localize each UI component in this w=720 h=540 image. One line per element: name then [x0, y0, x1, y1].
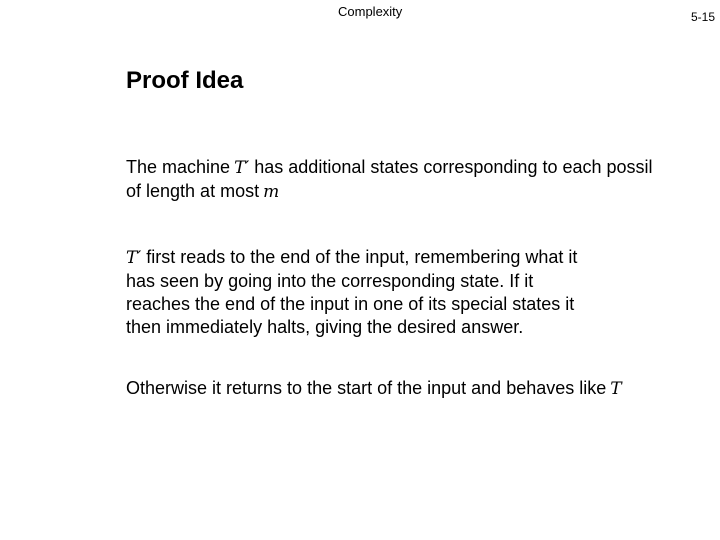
paragraph-line: then immediately halts, giving the desired answer. [126, 317, 524, 337]
text-run: The machine [126, 157, 231, 177]
paragraph-line [126, 377, 627, 401]
paragraph-line [126, 156, 720, 180]
paragraph-line [126, 180, 720, 204]
math-variable-t: T [610, 379, 622, 399]
header-title: Complexity [338, 4, 403, 19]
math-variable-t-prime: T′ [234, 158, 250, 178]
text-run: of length at most [126, 181, 260, 201]
paragraph-otherwise [126, 377, 627, 401]
math-variable-t-prime: T′ [126, 248, 142, 268]
slide-title: Proof Idea [126, 67, 244, 94]
text-run: Otherwise it returns to the start of the input and behaves like [126, 378, 607, 398]
text-run: has additional states corresponding to each possil [254, 157, 653, 177]
paragraph-line [126, 246, 577, 270]
page-number: 5-15 [691, 10, 716, 24]
paragraph-reads-input [126, 246, 577, 339]
paragraph-machine-states [126, 156, 720, 204]
paragraph-line: reaches the end of the input in one of its special states it [126, 294, 575, 314]
paragraph-line: has seen by going into the corresponding state. If it [126, 271, 534, 291]
math-variable-m: m [263, 182, 280, 202]
text-run: first reads to the end of the input, remembering what it [146, 247, 578, 267]
